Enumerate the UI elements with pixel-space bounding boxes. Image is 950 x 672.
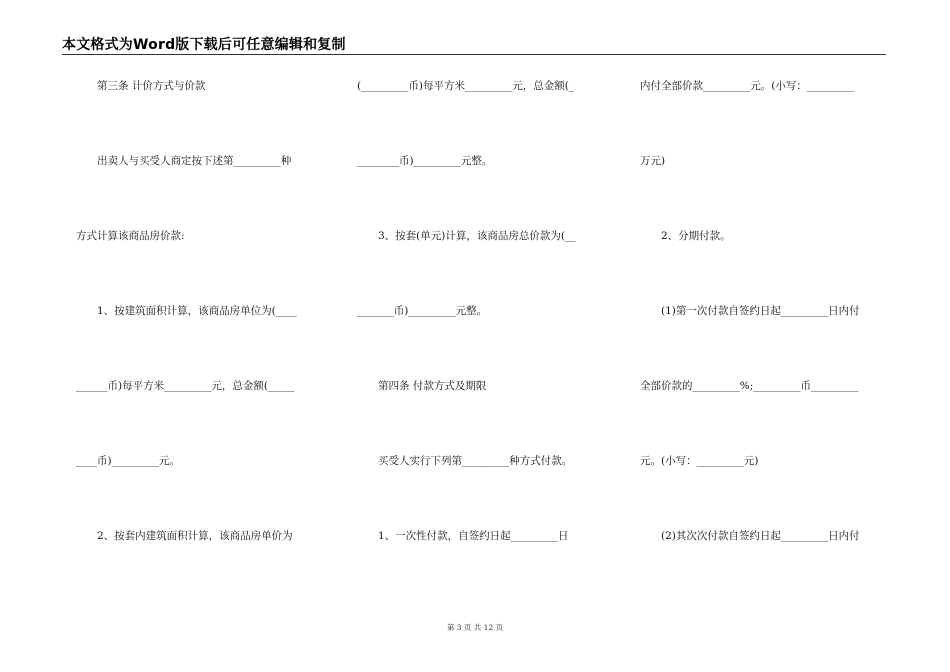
text-line: 万元) <box>640 155 666 167</box>
text-line: ____币)_________元。 <box>76 455 180 467</box>
text-line: 2、按套内建筑面积计算，该商品房单价为 <box>76 530 293 542</box>
text-line: 1、一次性付款，自签约日起_________日 <box>357 530 569 542</box>
text-line: 元。(小写：_________元) <box>640 455 759 467</box>
text-line: 买受人实行下列第_________种方式付款。 <box>357 455 573 467</box>
text-line: 方式计算该商品房价款: <box>76 230 185 242</box>
text-line: _______币)_________元整。 <box>357 305 488 317</box>
text-column-1 <box>76 0 324 672</box>
text-line: 全部价款的_________%;_________币_________ <box>640 380 859 392</box>
text-line: 出卖人与买受人商定按下述第_________种 <box>76 155 292 167</box>
page-number: 第 3 页 共 12 页 <box>446 623 504 632</box>
text-line: 3、按套(单元)计算，该商品房总价款为(__ <box>357 230 576 242</box>
text-line: 2、分期付款。 <box>640 230 731 242</box>
header-title: 本文格式为Word版下载后可任意编辑和复制 <box>62 37 346 53</box>
text-column-2 <box>357 0 605 672</box>
text-line: (1)第一次付款自签约日起_________日内付 <box>640 305 860 317</box>
text-line: ______币)每平方米_________元，总金额(_____ <box>76 380 295 392</box>
text-line: ________币)_________元整。 <box>357 155 493 167</box>
text-line: 第四条 付款方式及期限 <box>357 380 487 392</box>
text-line: 内付全部价款_________元。(小写：_________ <box>640 80 855 92</box>
text-line: 1、按建筑面积计算，该商品房单位为(____ <box>76 305 297 317</box>
text-line: (2)其次次付款自签约日起_________日内付 <box>640 530 860 542</box>
text-line: 第三条 计价方式与价款 <box>76 80 206 92</box>
text-column-3 <box>640 0 888 672</box>
text-line: (_________币)每平方米_________元，总金额(_ <box>357 80 575 92</box>
